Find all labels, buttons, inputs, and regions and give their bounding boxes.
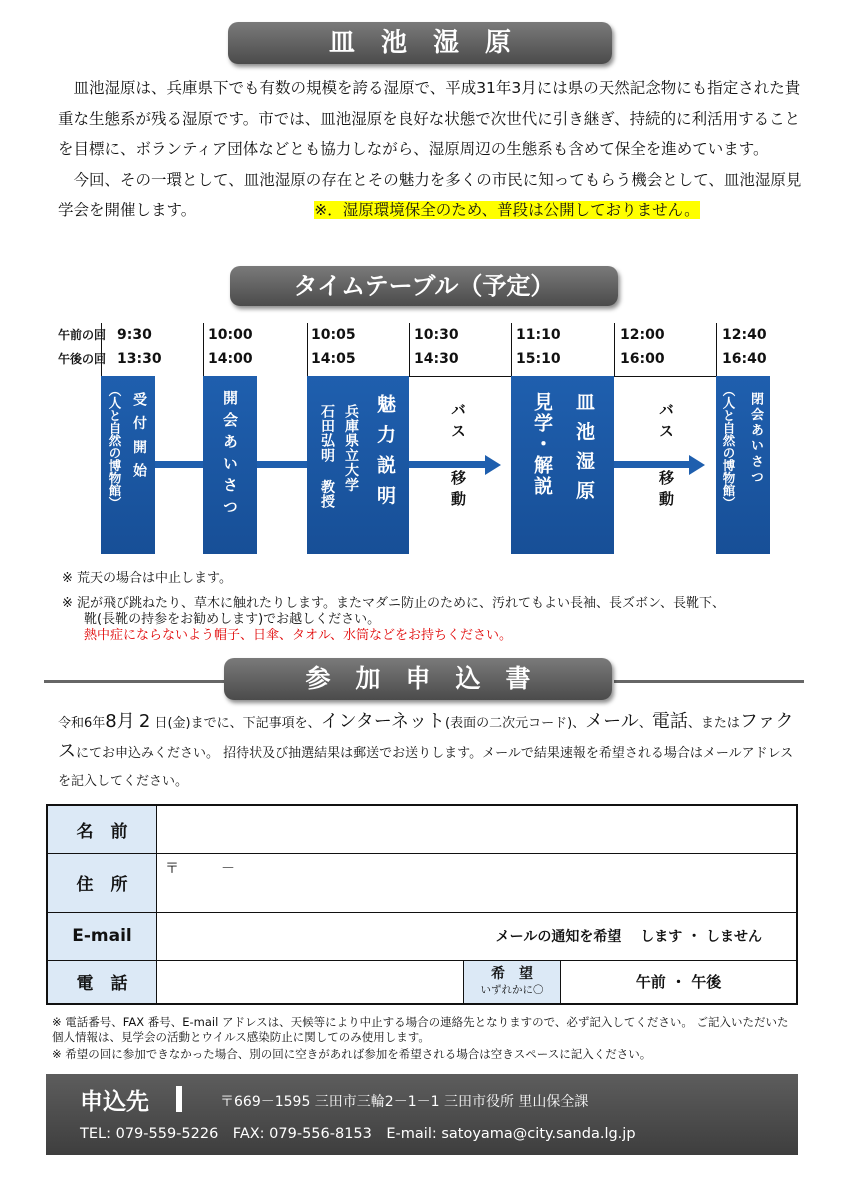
tick-baseline (409, 376, 511, 377)
note-clothing-line1: ※ 泥が飛び跳ねたり、草木に触れたりします。またマダニ防止のために、汚れてもよい長袖、長ズボン、長靴下、 (62, 596, 725, 611)
bus-transfer-2 (656, 402, 677, 512)
contact-label-bar (176, 1086, 182, 1112)
step-main-text: 閉会あいさつ (748, 392, 763, 486)
step-opening (203, 376, 257, 554)
email-notice-choice[interactable]: メールの通知を希望 します ・ しません (495, 929, 762, 945)
apply-text-month: 8月 (105, 711, 135, 732)
tick-line (203, 323, 204, 377)
contact-phone-fax-email: TEL: 079-559-5226 FAX: 079-556-8153 E-mail: satoyama@city.sanda.lg.jp (80, 1126, 636, 1142)
note-heatstroke: 熱中症にならないよう帽子、日傘、タオル、水筒などをお持ちください。 (84, 628, 512, 643)
timetable-title: タイムテーブル（予定） (293, 272, 555, 300)
move-label: 移動 (657, 470, 675, 512)
tick-baseline (614, 376, 716, 377)
bus-label: バス (657, 402, 675, 444)
apply-instructions (58, 708, 803, 796)
address-field[interactable] (157, 853, 798, 912)
am-time: 9:30 (117, 327, 152, 343)
pm-session-label: 午後の回 (58, 352, 107, 366)
step-main-text: 受付開始 (131, 392, 147, 488)
title-banner (228, 22, 612, 64)
speaker-affiliation: 兵庫県立大学 (343, 404, 359, 493)
time-col-7 (722, 323, 767, 371)
am-time: 10:00 (208, 327, 253, 343)
email-label: E-mail (47, 912, 157, 960)
step-main-text: 皿池湿原 (573, 392, 595, 510)
apply-text-qr: (表面の二次元コード)、 (445, 716, 586, 731)
apply-method-mail: メール (585, 711, 639, 732)
time-col-2 (208, 323, 253, 371)
apply-text-or: 、または (687, 716, 740, 731)
tick-line (101, 323, 102, 377)
step-sub-text: （人と自然の博物館） (107, 384, 122, 509)
postal-code-mark: 〒 － (165, 860, 235, 877)
footnote-alternate-session: ※ 希望の回に参加できなかった場合、別の回に空きがあれば参加を希望される場合は空きスペースに記入ください。 (52, 1047, 652, 1061)
pm-time: 14:00 (208, 351, 253, 367)
apply-text-until: 日(金)までに、下記事項を、 (154, 716, 321, 731)
step-closing (716, 376, 770, 554)
closed-to-public-note: ※．湿原環境保全のため、普段は公開しておりません。 (314, 201, 700, 219)
am-time: 11:10 (516, 327, 561, 343)
bus-transfer-1 (448, 402, 469, 512)
time-col-6 (620, 323, 665, 371)
am-time: 10:05 (311, 327, 356, 343)
apply-text-sep: 、 (638, 716, 652, 731)
apply-method-fax: ファクス (58, 711, 794, 762)
step-sub-text: （人と自然の博物館） (721, 384, 736, 509)
am-time: 10:30 (414, 327, 459, 343)
note-clothing-line2: 靴(長靴の持参をお勧めします)でお越しください。 (84, 612, 381, 627)
contact-address: 〒669－1595 三田市三輪2－1－1 三田市役所 里山保全課 (220, 1094, 589, 1110)
page-title: 皿 池 湿 原 (328, 28, 511, 58)
pm-time: 13:30 (117, 351, 162, 367)
phone-field[interactable] (157, 960, 464, 1004)
tick-line (614, 323, 615, 377)
address-label: 住 所 (47, 853, 157, 912)
flow-arrow-head (485, 455, 501, 475)
am-session-label: 午前の回 (58, 328, 107, 342)
step-main-text: 魅力説明 (374, 394, 396, 516)
pm-time: 14:30 (414, 351, 459, 367)
pm-time: 16:40 (722, 351, 767, 367)
name-label: 名 前 (47, 805, 157, 853)
apply-method-phone: 電話 (651, 711, 688, 732)
apply-divider-right (614, 680, 804, 683)
apply-title: 参 加 申 込 書 (305, 664, 531, 693)
pm-time: 15:10 (516, 351, 561, 367)
step-main-text: 開会あいさつ (221, 390, 239, 521)
hope-label-cell (464, 960, 561, 1004)
step-reception (101, 376, 155, 554)
application-form (46, 804, 798, 1005)
session-options[interactable]: 午前 ・ 午後 (635, 973, 722, 992)
tick-line (409, 323, 410, 377)
time-col-5 (516, 323, 561, 371)
contact-box (46, 1074, 798, 1155)
tick-line (511, 323, 512, 377)
move-label: 移動 (449, 470, 467, 512)
name-field[interactable] (157, 805, 798, 853)
time-col-1 (117, 323, 162, 371)
intro-paragraph-2 (58, 165, 803, 226)
timetable-banner (230, 266, 618, 306)
pm-time: 16:00 (620, 351, 665, 367)
am-time: 12:00 (620, 327, 665, 343)
time-col-3 (311, 323, 356, 371)
step-attraction-talk (307, 376, 409, 554)
apply-divider-left (44, 680, 234, 683)
tick-line (716, 323, 717, 377)
apply-banner (224, 658, 612, 700)
hope-label: 希 望 (491, 965, 533, 982)
flow-arrow-head (689, 455, 705, 475)
apply-text-rest: にてお申込みください。 招待状及び抽選結果は郵送でお送りします。メールで結果速報を希望される場合はメールアドレスを記入してください。 (58, 746, 794, 789)
intro-text (58, 73, 803, 226)
apply-text-era: 令和6年 (58, 716, 106, 731)
apply-text-day: 2 (138, 711, 151, 732)
time-col-4 (414, 323, 459, 371)
apply-method-internet: インターネット (320, 711, 446, 732)
note-clothing (62, 596, 725, 644)
speaker-name: 石田弘明 教授 (319, 404, 335, 509)
step-sub-text: 見学・解説 (531, 392, 553, 497)
intro-paragraph-1: 皿池湿原は、兵庫県下でも有数の規模を誇る湿原で、平成31年3月には県の天然記念物にも指定された貴重な生態系が残る湿原です。市では、皿池湿原を良好な状態で次世代に引き継ぎ、持続的に利活用することを目標に、ボランティア団体などとも協力しながら、湿原周辺の生態系も含めて保全を進めています。 (58, 79, 801, 158)
email-field[interactable] (157, 912, 798, 960)
am-time: 12:40 (722, 327, 767, 343)
tick-line (307, 323, 308, 377)
footnote-privacy: ※ 電話番号、FAX 番号、E-mail アドレスは、天候等により中止する場合の連絡先となりますので、必ず記入してください。 ご記入いただいた個人情報は、見学会の活動とウイルス感染防止に関してのみ使用します。 (52, 1015, 789, 1044)
bus-label: バス (449, 402, 467, 444)
pm-time: 14:05 (311, 351, 356, 367)
session-choice[interactable] (561, 960, 798, 1004)
intro-paragraph-2-text: 今回、その一環として、皿池湿原の存在とその魅力を多くの市民に知ってもらう機会として、皿池湿原見学会を開催します。 (58, 170, 802, 219)
step-wetland-tour (511, 376, 614, 554)
hope-sublabel: いずれかに〇 (480, 983, 544, 996)
phone-label: 電 話 (47, 960, 157, 1004)
note-weather: ※ 荒天の場合は中止します。 (62, 571, 232, 586)
contact-label: 申込先 (80, 1089, 149, 1115)
